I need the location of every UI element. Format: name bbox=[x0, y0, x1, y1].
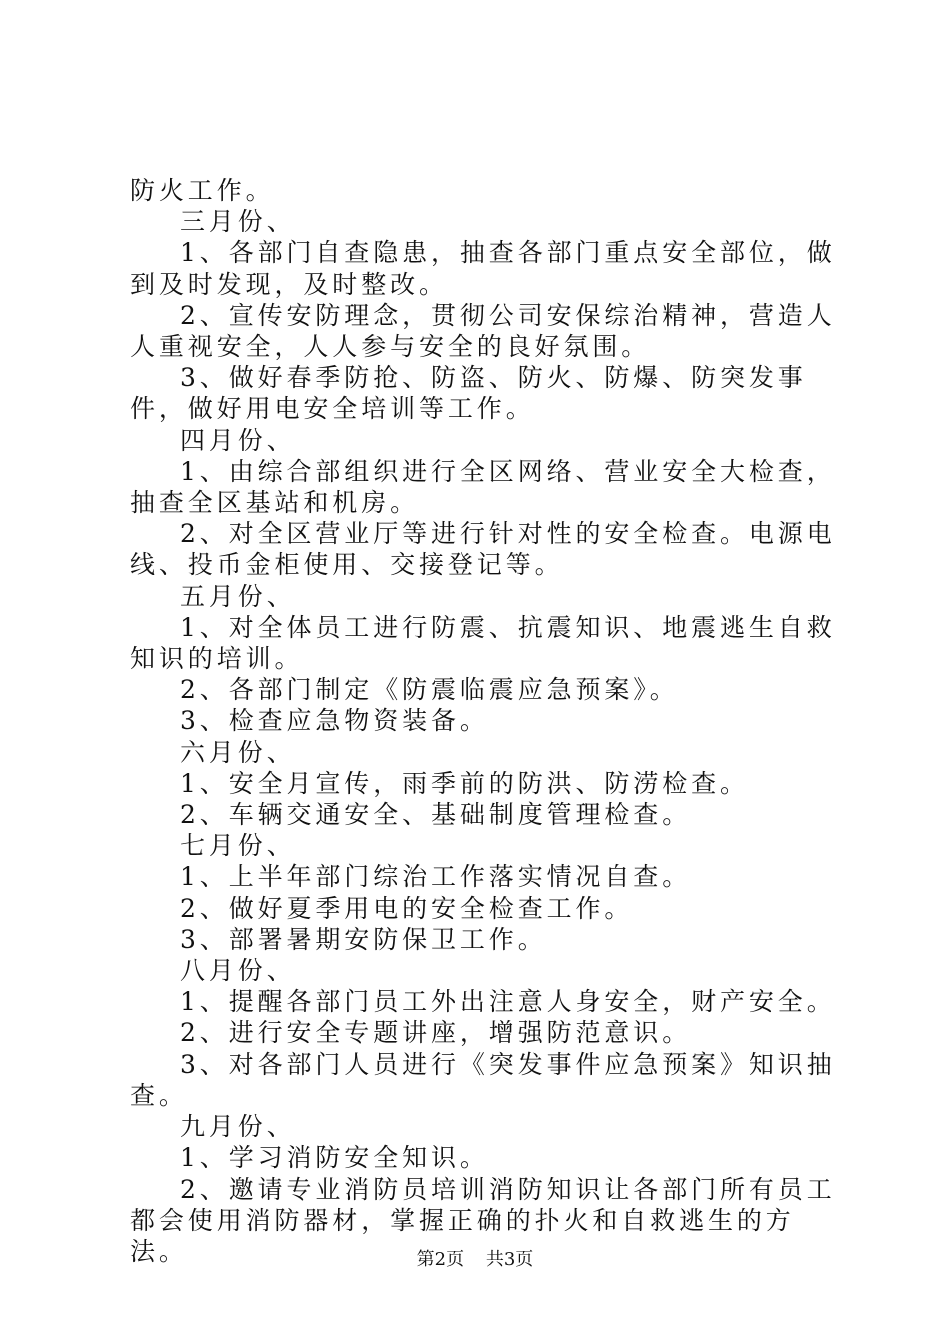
paragraph: 3、检查应急物资装备。 bbox=[180, 706, 489, 736]
paragraph: 五月份、 bbox=[180, 581, 296, 611]
page-number: 第2页 bbox=[416, 1249, 465, 1270]
paragraph: 3、对各部门人员进行《突发事件应急预案》知识抽查。 bbox=[130, 1049, 836, 1110]
paragraph: 1、上半年部门综治工作落实情况自查。 bbox=[180, 862, 692, 892]
paragraph: 六月份、 bbox=[180, 737, 296, 767]
paragraph: 1、提醒各部门员工外出注意人身安全，财产安全。 bbox=[180, 987, 836, 1017]
paragraph: 1、学习消防安全知识。 bbox=[180, 1143, 489, 1173]
paragraph: 2、进行安全专题讲座，增强防范意识。 bbox=[180, 1018, 692, 1048]
paragraph: 九月份、 bbox=[180, 1112, 296, 1142]
paragraph: 2、宣传安防理念，贯彻公司安保综治精神，营造人人重视安全，人人参与安全的良好氛围。 bbox=[130, 300, 836, 362]
paragraph: 3、做好春季防抢、防盗、防火、防爆、防突发事件，做好用电安全培训等工作。 bbox=[130, 363, 807, 424]
page-total: 共3页 bbox=[485, 1249, 534, 1270]
paragraph: 2、对全区营业厅等进行针对性的安全检查。电源电线、投币金柜使用、交接登记等。 bbox=[130, 519, 836, 580]
paragraph: 八月份、 bbox=[180, 956, 296, 986]
paragraph: 1、各部门自查隐患，抽查各部门重点安全部位，做到及时发现，及时整改。 bbox=[130, 238, 836, 299]
paragraph: 3、部署暑期安防保卫工作。 bbox=[180, 924, 547, 954]
document-body bbox=[130, 175, 842, 1267]
paragraph: 四月份、 bbox=[180, 425, 296, 455]
paragraph: 1、对全体员工进行防震、抗震知识、地震逃生自救知识的培训。 bbox=[130, 612, 836, 674]
paragraph: 防火工作。 bbox=[130, 176, 275, 205]
paragraph: 2、邀请专业消防员培训消防知识让各部门所有员工都会使用消防器材，掌握正确的扑火和自救逃生的方法。 bbox=[130, 1174, 836, 1266]
paragraph: 2、做好夏季用电的安全检查工作。 bbox=[180, 893, 634, 923]
paragraph: 1、安全月宣传，雨季前的防洪、防涝检查。 bbox=[180, 768, 749, 798]
paragraph: 三月份、 bbox=[180, 207, 296, 237]
paragraph: 1、由综合部组织进行全区网络、营业安全大检查，抽查全区基站和机房。 bbox=[130, 456, 836, 518]
paragraph: 2、各部门制定《防震临震应急预案》。 bbox=[180, 675, 679, 705]
paragraph: 2、车辆交通安全、基础制度管理检查。 bbox=[180, 800, 692, 830]
paragraph: 七月份、 bbox=[180, 831, 296, 861]
page-footer bbox=[0, 1245, 950, 1271]
